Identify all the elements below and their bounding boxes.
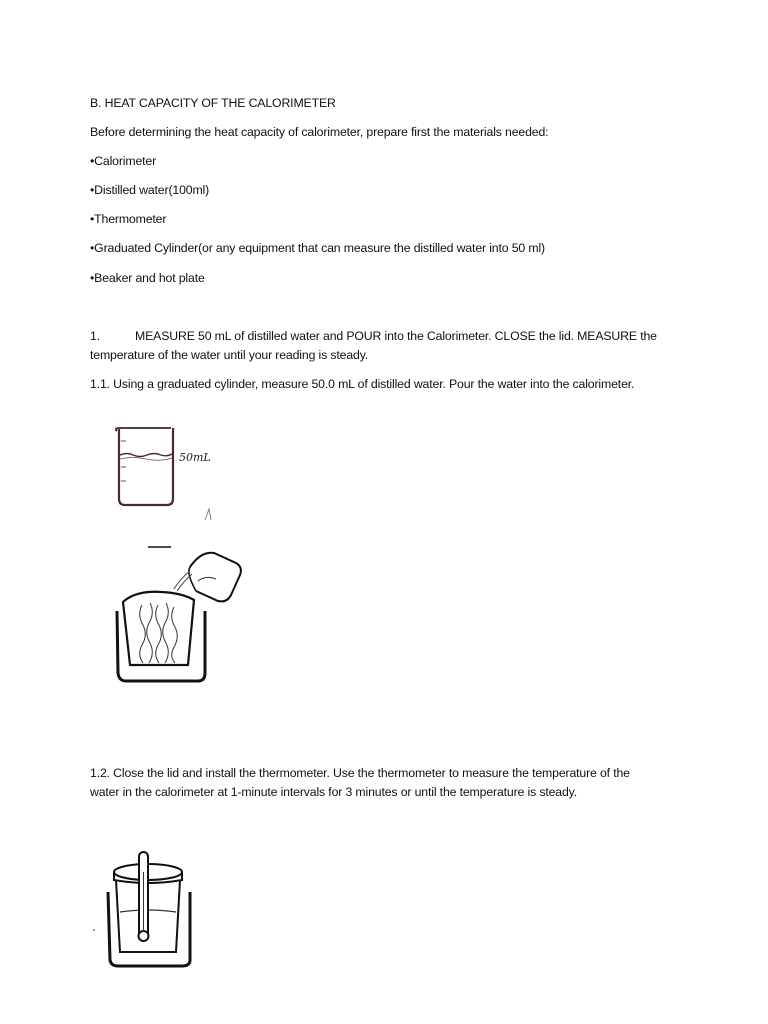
step-1-2-line-2: water in the calorimeter at 1-minute intervals for 3 minutes or until the temperature is steady. — [90, 785, 578, 799]
step-1-1-text: 1.1. Using a graduated cylinder, measure 50.0 mL of distilled water. Pour the water into the calorimeter. — [90, 377, 635, 391]
step-1-line-2: temperature of the water until your reading is steady. — [90, 348, 369, 362]
step-1-number: 1. — [90, 329, 100, 343]
beaker-figure — [93, 395, 223, 523]
material-item: •Thermometer — [90, 212, 167, 226]
intro-text: Before determining the heat capacity of calorimeter, prepare first the materials needed: — [90, 125, 549, 139]
volume-label: 50mL — [179, 451, 211, 464]
material-item: •Beaker and hot plate — [90, 271, 205, 285]
section-title: B. HEAT CAPACITY OF THE CALORIMETER — [90, 96, 336, 110]
step-1-line-1 — [90, 327, 657, 345]
pouring-figure — [106, 545, 246, 695]
material-item: •Distilled water(100ml) — [90, 183, 210, 197]
material-item: •Calorimeter — [90, 154, 157, 168]
step-1-2-line-1: 1.2. Close the lid and install the thermometer. Use the thermometer to measure the temperature of the — [90, 766, 630, 780]
step-1-text: MEASURE 50 mL of distilled water and POUR into the Calorimeter. CLOSE the lid. MEASURE the — [135, 329, 657, 343]
material-item: •Graduated Cylinder(or any equipment that can measure the distilled water into 50 ml) — [90, 241, 545, 255]
thermometer-figure — [90, 842, 220, 980]
